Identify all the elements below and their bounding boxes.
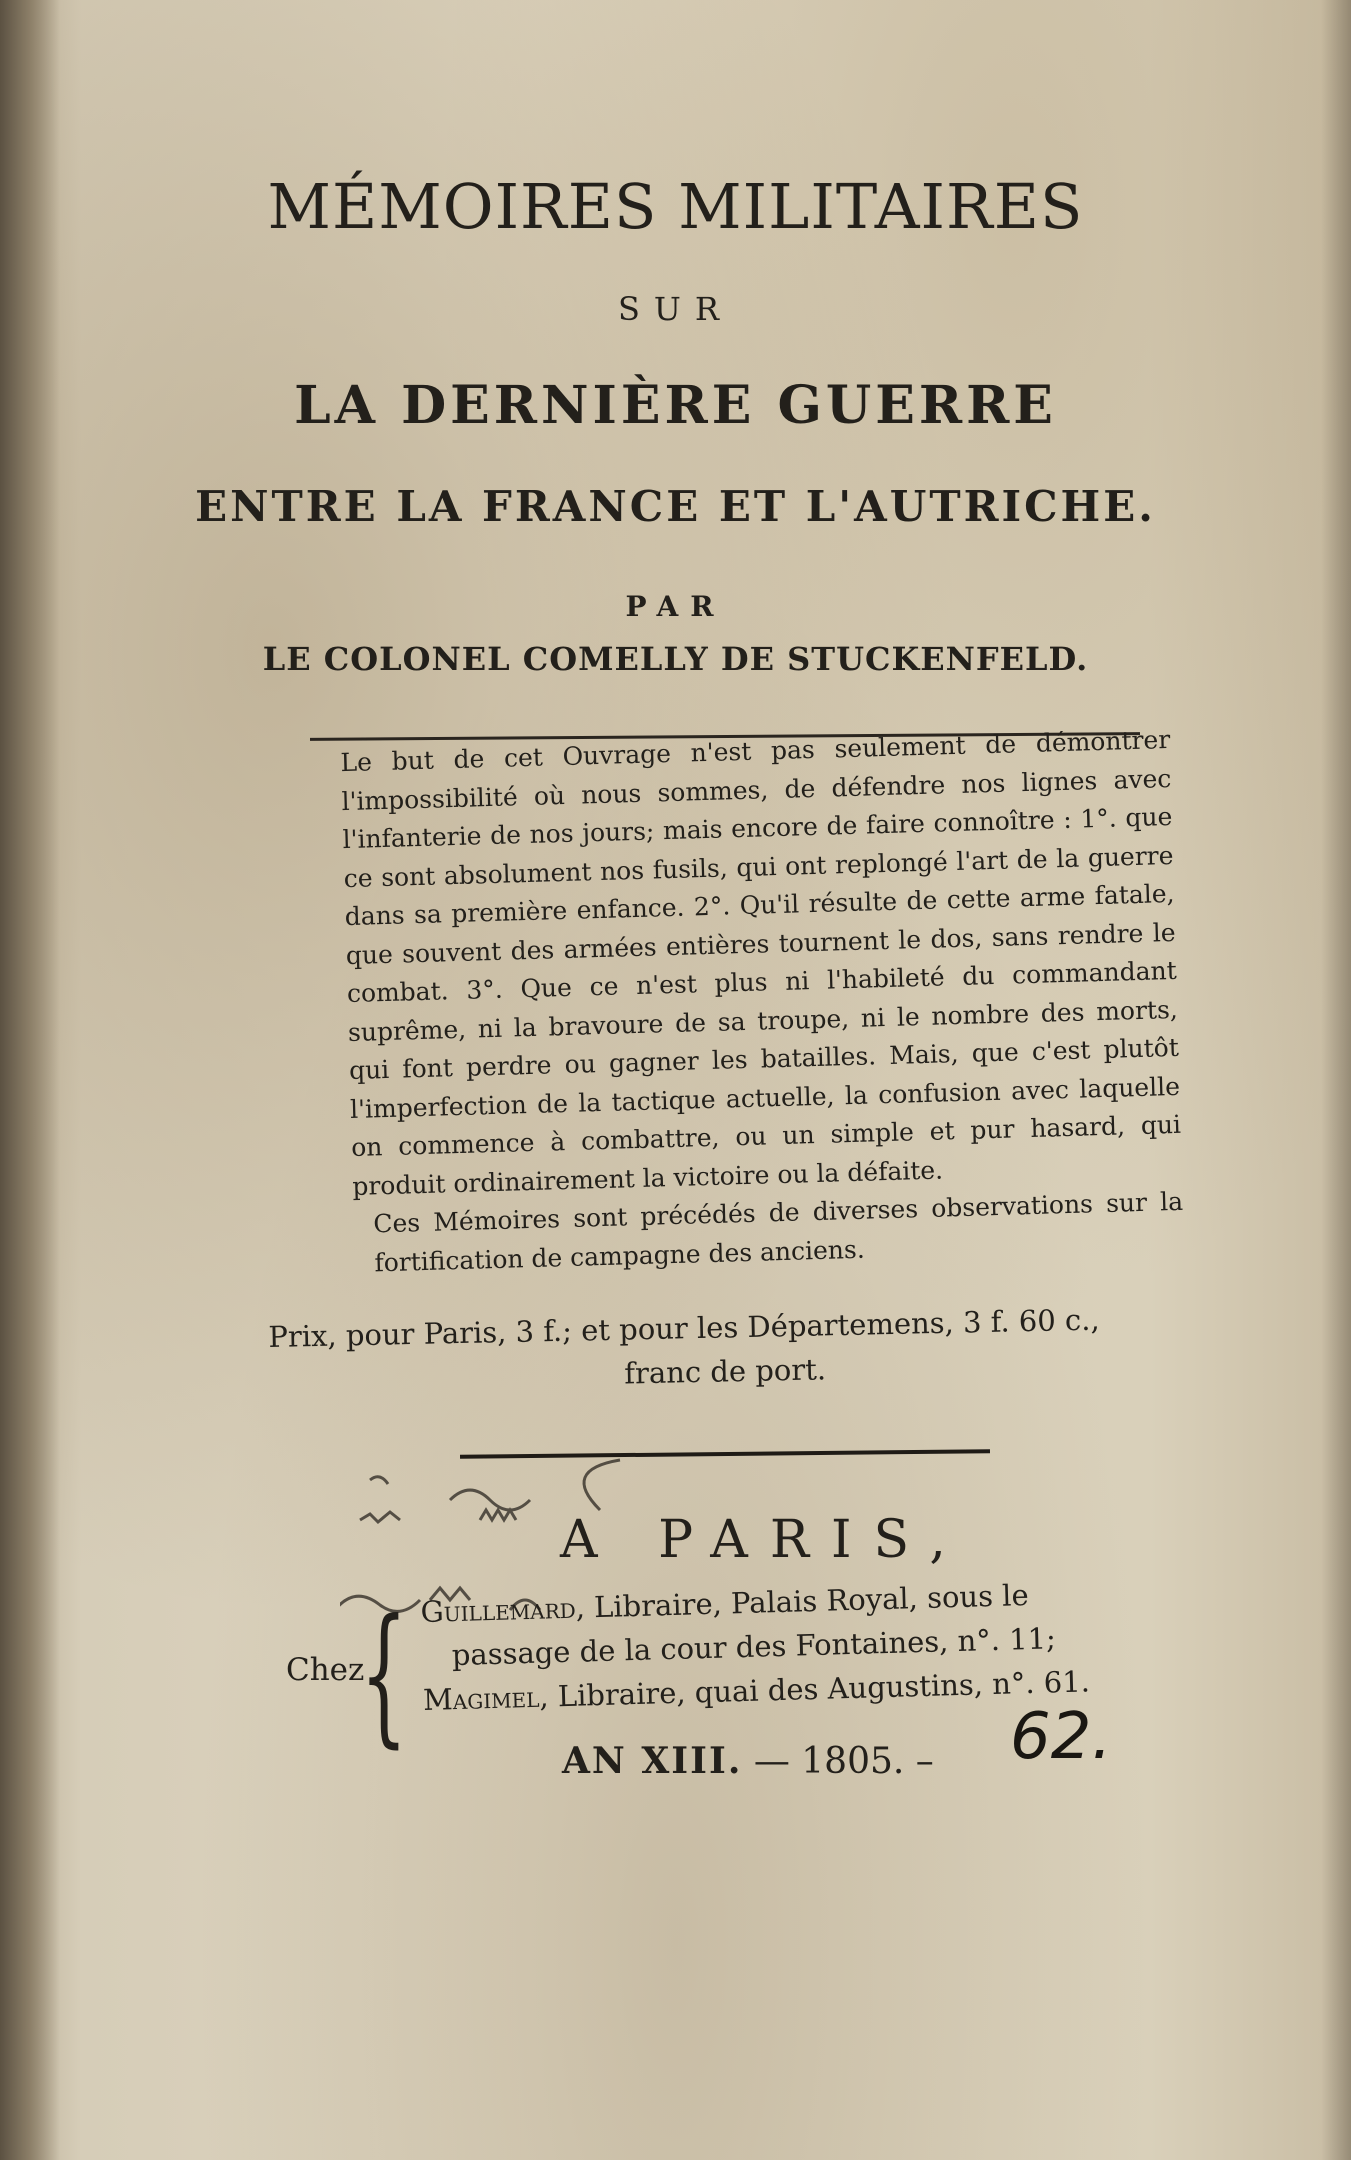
price-line-1: Prix, pour Paris, 3 f.; et pour les Départemens, 3 f. 60 c.,	[268, 1302, 1100, 1354]
author-name: LE COLONEL COMELLY DE STUCKENFELD.	[262, 640, 1089, 678]
publisher-addresses	[420, 1568, 1203, 1722]
subtitle-line-2: ENTRE LA FRANCE ET L'AUTRICHE.	[195, 482, 1156, 531]
publisher-2-rest: , Libraire, quai des Augustins, n°. 61.	[538, 1664, 1091, 1714]
main-title: MÉMOIRES MILITAIRES	[267, 170, 1084, 243]
imprint-chez: Chez	[286, 1652, 365, 1688]
price-line-2: franc de port.	[623, 1352, 827, 1391]
author-connector-par: PAR	[625, 590, 726, 623]
gregorian-year: — 1805. –	[753, 1741, 934, 1782]
publisher-1-rest: , Libraire, Palais Royal, sous le	[575, 1578, 1030, 1625]
publisher-1-line-2: passage de la cour des Fontaines, n°. 11;	[451, 1621, 1057, 1673]
publication-date	[562, 1740, 934, 1782]
handwritten-number: 62.	[1010, 1700, 1112, 1774]
description-block	[310, 721, 1185, 1284]
description-paragraph-1: Le but de cet Ouvrage n'est pas seulement de démontrer l'impossibilité où nous sommes, de défendre nos lignes avec l'infanterie de nos jours; mais encore de faire connoître : 1°. que ce sont absolument nos fusils, qui ont replongé l'art de la guerre dans sa première enfance. 2°. Qu'il résulte de cette arme fatale, que souvent des armées entières tournent le dos, sans rendre le combat. 3°. Que ce n'est plus ni l'habileté du commandant suprême, ni la bravoure de sa troupe, ni le nombre des morts, qui font perdre ou gagner les batailles. Mais, que c'est plutôt l'imperfection de la tactique actuelle, la confusion avec laquelle on commence à combattre, ou un simple et pur hasard, qui produit ordinairement la victoire ou la défaite.	[340, 724, 1182, 1201]
republican-year: AN XIII.	[562, 1740, 743, 1782]
description-paragraph-2: Ces Mémoires sont précédés de diverses observations sur la fortification de campagne des anciens.	[372, 1186, 1184, 1277]
curly-brace-glyph: {	[360, 1588, 408, 1762]
publisher-2-name: Magimel	[422, 1679, 540, 1717]
imprint-city: A PARIS,	[560, 1510, 968, 1570]
title-connector-sur: SUR	[618, 290, 733, 328]
subtitle: LA DERNIÈRE GUERRE	[294, 375, 1057, 436]
price-notice	[268, 1296, 1200, 1403]
publisher-1-name: Guillemard	[420, 1590, 577, 1629]
